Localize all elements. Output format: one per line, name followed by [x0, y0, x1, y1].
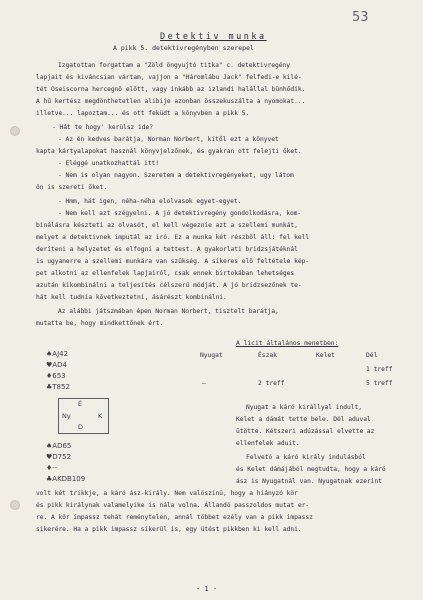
- text-line: Nyugat a kárό királlyal indult,: [246, 404, 362, 411]
- hand-north-hearts: ♥AD4: [46, 361, 67, 369]
- punch-hole: [10, 500, 20, 510]
- handwritten-page-number: 53: [352, 10, 369, 25]
- bidding-col-west: Nyugat: [200, 352, 223, 359]
- hand-north-diamonds: ♦653: [46, 372, 66, 380]
- text-line: Kelet a dámát tette bele. Dél aduval: [236, 416, 371, 423]
- bidding-cell: 1 treff: [366, 366, 393, 373]
- compass-box: [38, 398, 128, 434]
- text-line: volt két trikkje, a kárό ász-király. Nem valószinü, hogy a hiányzó kör: [36, 490, 298, 497]
- hand-south-clubs: ♣AKDB109: [46, 475, 86, 483]
- bidding-cell: —: [202, 380, 206, 387]
- text-line: sikerére. Ha a pikk impassz sikerül is, egy ütést pikkben ki kell adni.: [36, 526, 302, 533]
- text-line: ellenfelek aduit.: [236, 440, 300, 447]
- hand-south-hearts: ♥D752: [46, 453, 72, 461]
- text-line: - Nem kell azt szégyelni. A jó detektivregény gondolkodásra, kom-: [58, 210, 302, 217]
- hand-south-diamonds: ♦--: [46, 464, 58, 472]
- text-line: A hű kertész megdönthetetlen alibije azonban összekuszálta a nyomokat...: [36, 98, 306, 105]
- text-line: és Kelet dámájából megtudta, hogy a kárό: [236, 466, 386, 473]
- bidding-heading: A licit általános menetben:: [236, 340, 339, 347]
- text-line: melyet a detektivnek imputál az iró. Ez a munka két részből áll: fel kell: [36, 234, 310, 241]
- text-line: re. A kör impassz tehát reménytelen, annál többet ezély van a pikk impassz: [36, 514, 313, 521]
- text-line: illetve... lapoztam... és ott feküdt a könyvben a pikk 5.: [36, 110, 250, 117]
- subtitle: A pikk 5. detektivregényben szerepel: [113, 44, 254, 52]
- text-line: - Eléggé unatkozhattál itt!: [58, 160, 160, 167]
- text-line: ász is Nyugatnál van. Nyugatnak ezerint: [236, 478, 382, 485]
- hand-north-clubs: ♣T852: [46, 383, 70, 391]
- text-line: pet alkotni az ellenfelek lapjairól, csak ennek birtokában lehetséges: [36, 270, 295, 277]
- text-line: Izgatottan forgattam a "Zöld öngyujtó titka" c. detektivregény: [58, 62, 290, 69]
- page-footer: - 1 -: [196, 585, 218, 593]
- text-line: és pikk királynak valamelyike is nála volna. Állandó passzoldos mutat er-: [36, 502, 310, 509]
- bidding-col-north: Észak: [258, 352, 277, 359]
- bidding-col-east: Kelet: [316, 352, 335, 359]
- bidding-col-south: Dél: [366, 352, 378, 359]
- text-line: azután kikombinálni a teljesítés célszerű módját. A jó bridzsezőnek te-: [36, 282, 302, 289]
- compass-south: D: [78, 423, 84, 431]
- compass-west: Ny: [62, 412, 71, 420]
- text-line: deríteni a helyzetet és elfogni a tettest. A gyakorlati bridzsjátéknál: [36, 246, 298, 253]
- bidding-cell: 5 treff: [366, 380, 393, 387]
- bidding-cell: 2 treff: [258, 380, 285, 387]
- hand-north-spades: ♠AJ42: [46, 350, 69, 358]
- text-line: mutatta be, hogy mindkettőnek ért.: [36, 320, 164, 327]
- compass-north: É: [78, 400, 83, 408]
- text-line: ütötte. Kétszeri adúzással elvette az: [236, 428, 375, 435]
- punch-hole: [10, 126, 20, 136]
- text-line: is ugyanerre a szellemi munkára van szükség. A sikeres elő feltétele kép-: [36, 258, 310, 265]
- text-line: lapjait és kiváncsian vártam, vajjon a "Háromlábu Jack" felfedi-e kilé-: [36, 74, 302, 81]
- hand-south-spades: ♠AD65: [46, 442, 72, 450]
- text-line: - Hmm, hát igen, néha-néha elolvasok egyet-egyet.: [58, 198, 242, 205]
- text-line: kapta kártyalapokat használ könyvjelzőnek, és gyakran ott felejti őket.: [36, 148, 302, 155]
- text-line: hát kell tudnia következtetni, ásárészt kombinálni.: [36, 294, 227, 301]
- page-title: Detektiv munka: [160, 32, 267, 42]
- text-line: - Nem is olyan nagyon. Szeretem a detektivregényeket, ugy látom: [58, 172, 294, 179]
- text-line: ön is szereti őket.: [36, 184, 108, 191]
- text-line: - Hát te hogy' kerülsz ide?: [52, 124, 154, 131]
- text-line: tét Oseiscorna hercegnő előtt, vagy inkább az izlandi halállal bünhődik.: [36, 86, 306, 93]
- text-line: Az alábbi játszmában épen Norman Norbert, tisztelt barátja,: [58, 308, 279, 315]
- text-line: Felvetó a kárό király indulásból: [246, 454, 366, 461]
- text-line: - Az én kedves barátja, Norman Norbert, kitől ezt a könyvet: [58, 136, 279, 143]
- compass-east: K: [98, 412, 103, 420]
- text-line: binálásra készteti az olvasót, el kell végeznie azt a szellemi munkát,: [36, 222, 298, 229]
